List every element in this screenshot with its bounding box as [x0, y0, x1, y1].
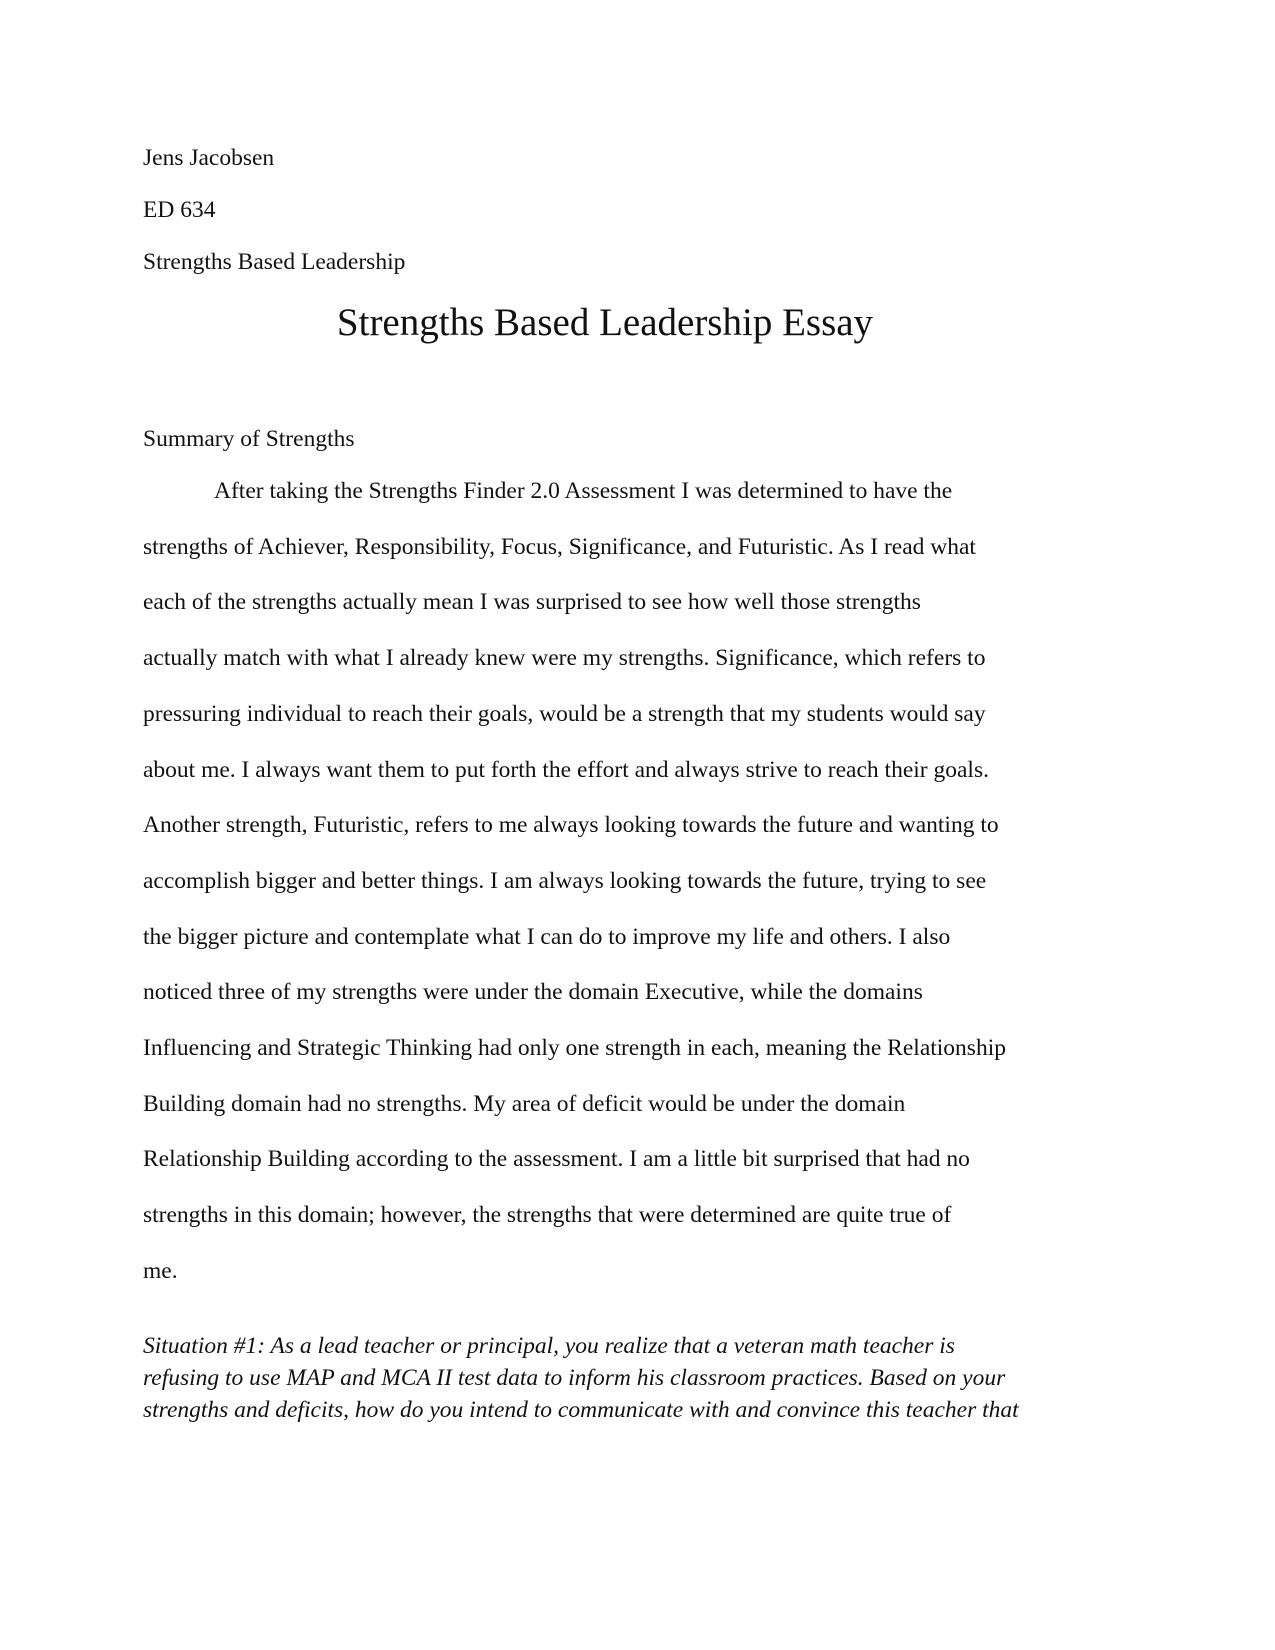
situation-line: Situation #1: As a lead teacher or principal, you realize that a veteran math teacher is [143, 1333, 955, 1359]
situation-line: strengths and deficits, how do you intend to communicate with and convince this teacher that [143, 1397, 1019, 1423]
body-line: Relationship Building according to the assessment. I am a little bit surprised that had no [143, 1146, 970, 1173]
body-line: me. [143, 1257, 178, 1284]
body-line: pressuring individual to reach their goals, would be a strength that my students would say [143, 700, 986, 727]
body-line: accomplish bigger and better things. I am always looking towards the future, trying to see [143, 867, 987, 894]
body-line: strengths in this domain; however, the strengths that were determined are quite true of [143, 1202, 952, 1229]
situation-line: refusing to use MAP and MCA II test data to inform his classroom practices. Based on your [143, 1365, 1006, 1391]
page-title: Strengths Based Leadership Essay [336, 301, 874, 344]
body-line: noticed three of my strengths were under the domain Executive, while the domains [143, 979, 923, 1006]
course-code: ED 634 [143, 197, 216, 223]
body-line: actually match with what I already knew were my strengths. Significance, which refers to [143, 645, 986, 672]
body-line: Influencing and Strategic Thinking had only one strength in each, meaning the Relationship [143, 1035, 1006, 1061]
body-line: about me. I always want them to put forth the effort and always strive to reach their goals. [143, 756, 989, 783]
body-line: strengths of Achiever, Responsibility, Focus, Significance, and Futuristic. As I read what [143, 533, 976, 560]
body-line: the bigger picture and contemplate what I can do to improve my life and others. I also [143, 923, 951, 950]
body-line: After taking the Strengths Finder 2.0 Assessment I was determined to have the [214, 478, 953, 504]
body-line: Building domain had no strengths. My area of deficit would be under the domain [143, 1090, 906, 1117]
author-name: Jens Jacobsen [143, 145, 275, 171]
section-heading: Summary of Strengths [143, 426, 355, 452]
body-line: each of the strengths actually mean I was surprised to see how well those strengths [143, 589, 921, 616]
subject-line: Strengths Based Leadership [143, 249, 406, 275]
body-line: Another strength, Futuristic, refers to me always looking towards the future and wanting to [143, 812, 999, 839]
